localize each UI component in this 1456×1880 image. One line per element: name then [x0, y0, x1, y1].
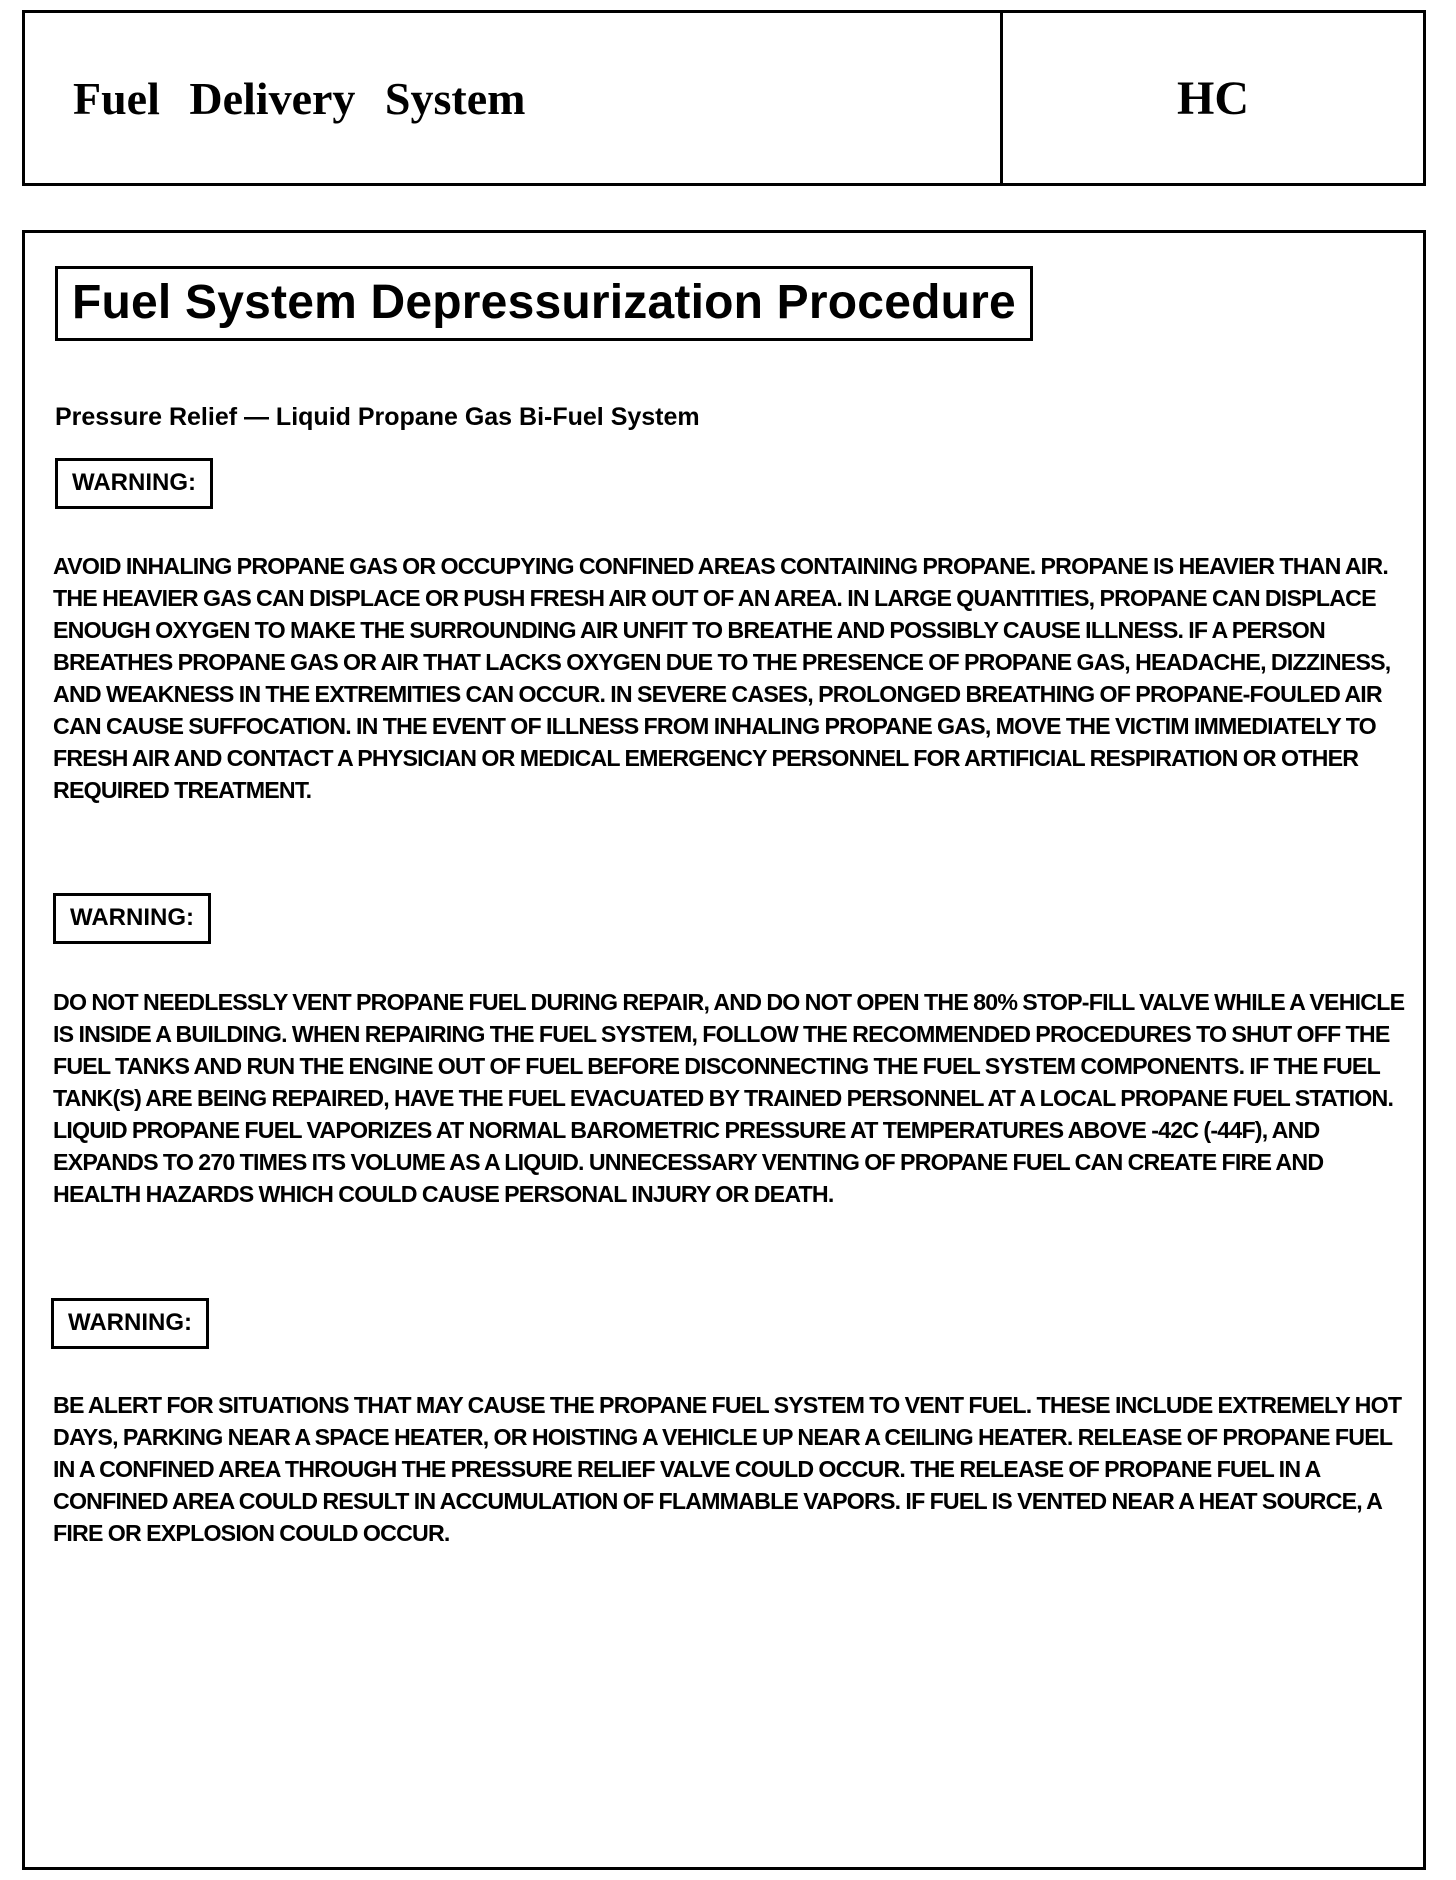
procedure-panel — [22, 230, 1426, 1870]
warning-label-3: WARNING: — [51, 1298, 209, 1349]
page-header — [22, 10, 1426, 186]
warning-label-2: WARNING: — [53, 893, 211, 944]
section-subtitle: Pressure Relief — Liquid Propane Gas Bi-Fuel System — [55, 403, 700, 431]
header-title: Fuel Delivery System — [73, 72, 526, 124]
section-title: Fuel System Depressurization Procedure — [55, 266, 1033, 341]
header-code: HC — [1177, 71, 1249, 125]
header-title-cell — [25, 13, 1003, 183]
warning-text-3: BE ALERT FOR SITUATIONS THAT MAY CAUSE THE PROPANE FUEL SYSTEM TO VENT FUEL. THESE INCLUDE EXTREMELY HOT DAYS, PARKING NEAR A SPACE HEATER, OR HOISTING A VEHICLE UP NEAR A CEILING HEATER. RELEASE OF PROPANE FUEL IN A CONFINED AREA THROUGH THE PRESSURE RELIEF VALVE COULD OCCUR. THE RELEASE OF PROPANE FUEL IN A CONFINED AREA COULD RESULT IN ACCUMULATION OF FLAMMABLE VAPORS. IF FUEL IS VENTED NEAR A HEAT SOURCE, A FIRE OR EXPLOSION COULD OCCUR. — [53, 1392, 1402, 1546]
warning-label-1: WARNING: — [55, 458, 213, 509]
header-code-cell — [1003, 13, 1423, 183]
warning-text-1: AVOID INHALING PROPANE GAS OR OCCUPYING CONFINED AREAS CONTAINING PROPANE. PROPANE IS HEAVIER THAN AIR. THE HEAVIER GAS CAN DISPLACE OR PUSH FRESH AIR OUT OF AN AREA. IN LARGE QUANTITIES, PROPANE CAN DISPLACE ENOUGH OXYGEN TO MAKE THE SURROUNDING AIR UNFIT TO BREATHE AND POSSIBLY CAUSE ILLNESS. IF A PERSON BREATHES PROPANE GAS OR AIR THAT LACKS OXYGEN DUE TO THE PRESENCE OF PROPANE GAS, HEADACHE, DIZZINESS, AND WEAKNESS IN THE EXTREMITIES CAN OCCUR. IN SEVERE CASES, PROLONGED BREATHING OF PROPANE-FOULED AIR CAN CAUSE SUFFOCATION. IN THE EVENT OF ILLNESS FROM INHALING PROPANE GAS, MOVE THE VICTIM IMMEDIATELY TO FRESH AIR AND CONTACT A PHYSICIAN OR MEDICAL EMERGENCY PERSONNEL FOR ARTIFICIAL RESPIRATION OR OTHER REQUIRED TREATMENT. — [53, 553, 1391, 803]
warning-text-2: DO NOT NEEDLESSLY VENT PROPANE FUEL DURING REPAIR, AND DO NOT OPEN THE 80% STOP-FILL VALVE WHILE A VEHICLE IS INSIDE A BUILDING. WHEN REPAIRING THE FUEL SYSTEM, FOLLOW THE RECOMMENDED PROCEDURES TO SHUT OFF THE FUEL TANKS AND RUN THE ENGINE OUT OF FUEL BEFORE DISCONNECTING THE FUEL SYSTEM COMPONENTS. IF THE FUEL TANK(S) ARE BEING REPAIRED, HAVE THE FUEL EVACUATED BY TRAINED PERSONNEL AT A LOCAL PROPANE FUEL STATION. LIQUID PROPANE FUEL VAPORIZES AT NORMAL BAROMETRIC PRESSURE AT TEMPERATURES ABOVE -42C (-44F), AND EXPANDS TO 270 TIMES ITS VOLUME AS A LIQUID. UNNECESSARY VENTING OF PROPANE FUEL CAN CREATE FIRE AND HEALTH HAZARDS WHICH COULD CAUSE PERSONAL INJURY OR DEATH. — [53, 989, 1405, 1207]
